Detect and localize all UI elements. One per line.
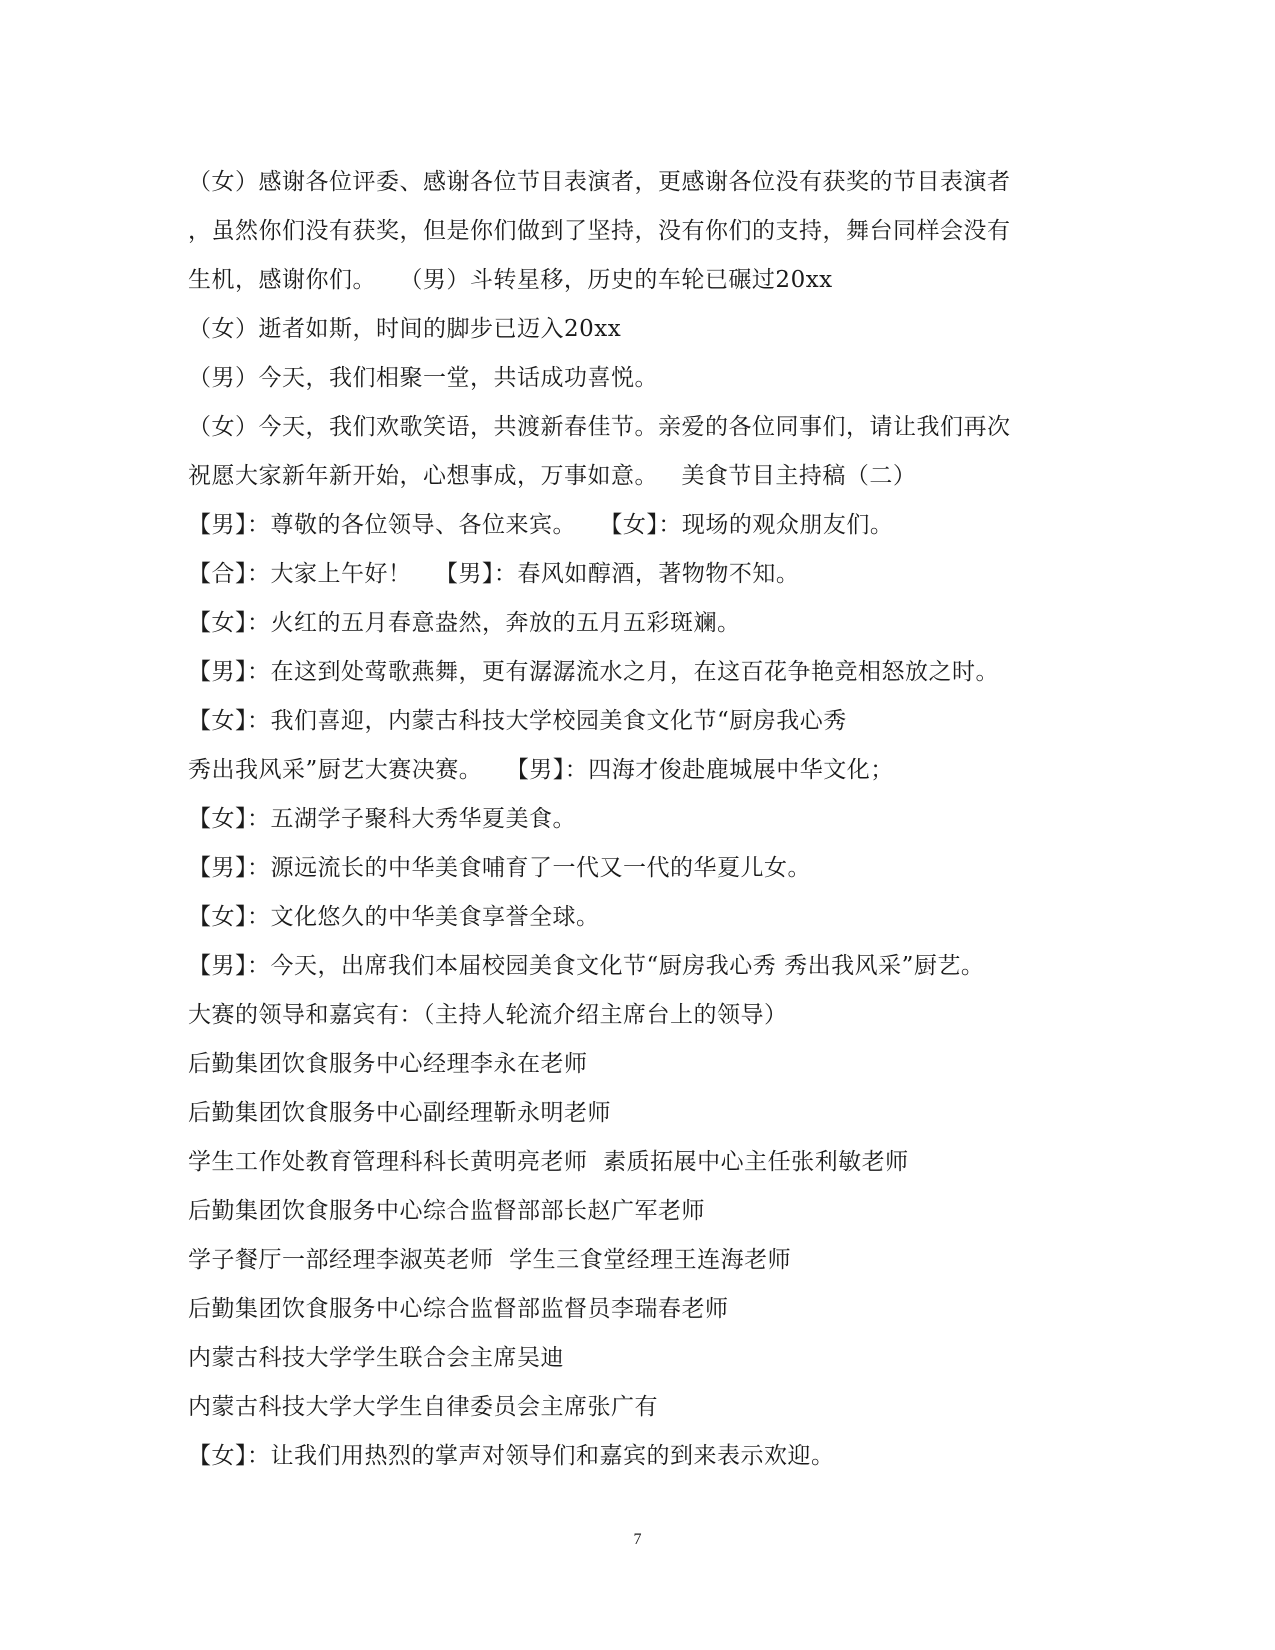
text-line: 生机，感谢你们。 （男）斗转星移，历史的车轮已碾过20xx [188, 267, 833, 293]
text-line: 后勤集团饮食服务中心综合监督部部长赵广军老师 [188, 1198, 705, 1224]
text-line: 后勤集团饮食服务中心综合监督部监督员李瑞春老师 [188, 1296, 729, 1322]
text-line: 后勤集团饮食服务中心经理李永在老师 [188, 1051, 588, 1077]
text-line: 【男】：今天，出席我们本届校园美食文化节“厨房我心秀 秀出我风采”厨艺。 [188, 953, 985, 979]
text-line: 【女】：我们喜迎，内蒙古科技大学校园美食文化节“厨房我心秀 [188, 708, 847, 734]
text-line: 【女】：文化悠久的中华美食享誉全球。 [188, 904, 600, 930]
text-line: 【男】：源远流长的中华美食哺育了一代又一代的华夏儿女。 [188, 855, 811, 881]
page-number: 7 [633, 1531, 642, 1548]
text-line: 【男】：尊敬的各位领导、各位来宾。 【女】：现场的观众朋友们。 [188, 512, 894, 538]
text-line: 内蒙古科技大学大学生自律委员会主席张广有 [188, 1394, 658, 1420]
text-line: （男）今天，我们相聚一堂，共话成功喜悦。 [188, 365, 658, 391]
text-line: 学子餐厅一部经理李淑英老师 学生三食堂经理王连海老师 [188, 1247, 792, 1273]
text-line: 祝愿大家新年新开始，心想事成，万事如意。 美食节目主持稿（二） [188, 463, 917, 489]
text-line: 秀出我风采”厨艺大赛决赛。 【男】：四海才俊赴鹿城展中华文化； [188, 757, 894, 783]
text-line: （女）感谢各位评委、感谢各位节目表演者，更感谢各位没有获奖的节目表演者 [188, 169, 1011, 195]
text-line: 学生工作处教育管理科科长黄明亮老师 素质拓展中心主任张利敏老师 [188, 1149, 909, 1175]
text-line: 【女】：火红的五月春意盎然，奔放的五月五彩斑斓。 [188, 610, 741, 636]
text-line: 【女】：让我们用热烈的掌声对领导们和嘉宾的到来表示欢迎。 [188, 1443, 835, 1469]
text-line: （女）逝者如斯，时间的脚步已迈入20xx [188, 316, 622, 342]
text-line: 内蒙古科技大学学生联合会主席吴迪 [188, 1345, 564, 1371]
text-line: 【合】：大家上午好！ 【男】：春风如醇酒，著物物不知。 [188, 561, 800, 587]
text-line: （女）今天，我们欢歌笑语，共渡新春佳节。亲爱的各位同事们，请让我们再次 [188, 414, 1011, 440]
document-body [188, 158, 1088, 1481]
text-line: 大赛的领导和嘉宾有：（主持人轮流介绍主席台上的领导） [188, 1002, 788, 1028]
text-line: ，虽然你们没有获奖，但是你们做到了坚持，没有你们的支持，舞台同样会没有 [188, 218, 1011, 244]
text-line: 【男】：在这到处莺歌燕舞，更有潺潺流水之月，在这百花争艳竞相怒放之时。 [188, 659, 999, 685]
text-line: 【女】：五湖学子聚科大秀华夏美食。 [188, 806, 576, 832]
text-line: 后勤集团饮食服务中心副经理靳永明老师 [188, 1100, 611, 1126]
